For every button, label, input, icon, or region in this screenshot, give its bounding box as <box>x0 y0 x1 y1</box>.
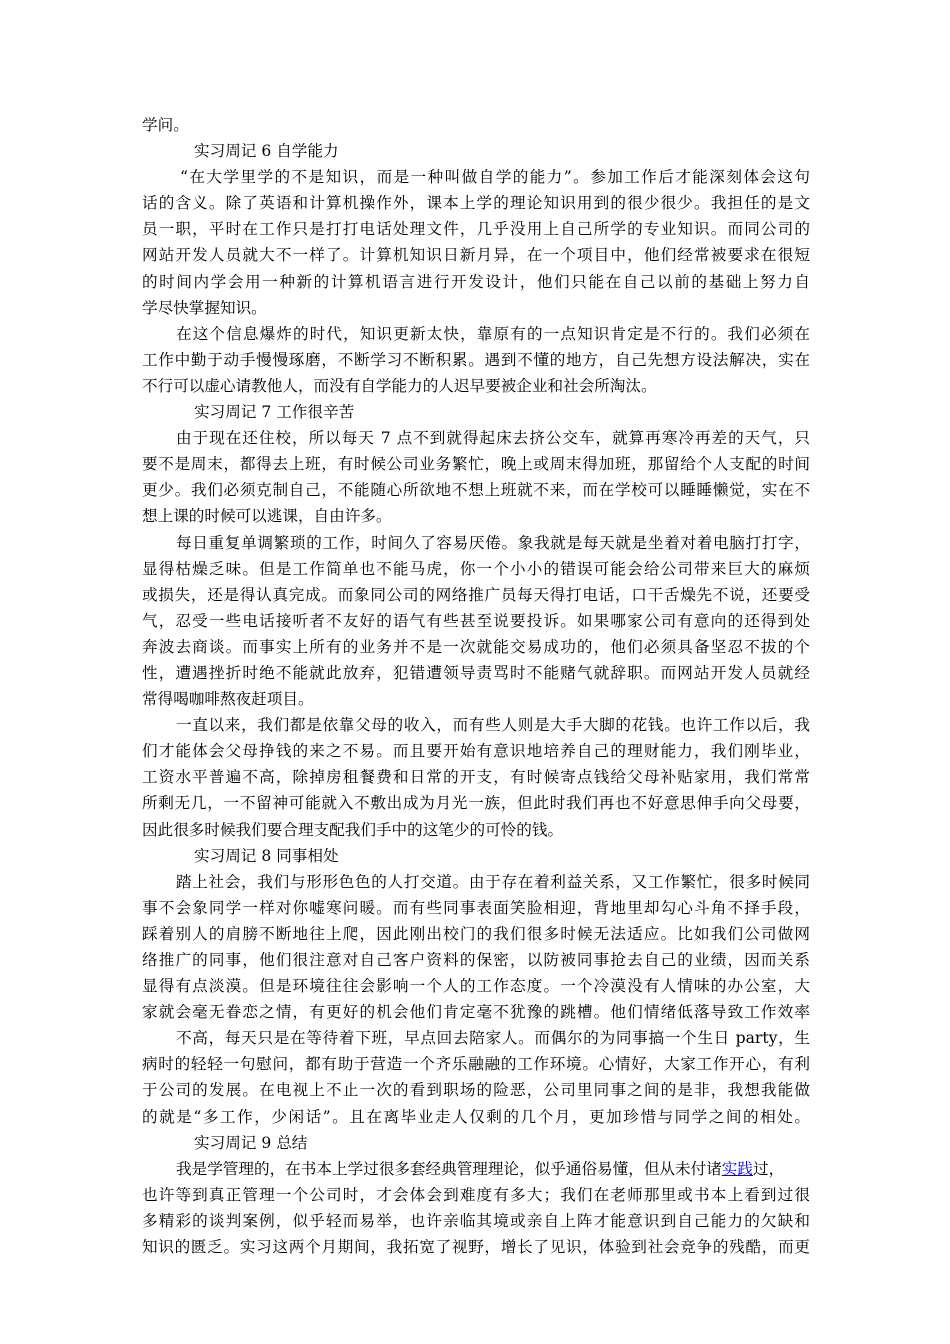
text-line: 所剩无几，一不留神可能就入不敷出成为月光一族，但此时我们再也不好意思伸手向父母要， <box>142 794 810 813</box>
text-line: 工资水平普遍不高，除掉房租餐费和日常的开支，有时候寄点钱给父母补贴家用，我们常常 <box>142 768 810 787</box>
text-line: 由于现在还住校，所以每天 7 点不到就得起床去挤公交车，就算再寒冷再差的天气，只 <box>176 429 810 448</box>
text-line: 学尽快掌握知识。 <box>142 298 267 317</box>
text-line: 不高，每天只是在等待着下班，早点回去陪家人。而偶尔的为同事搞一个生日 party，生 <box>176 1029 810 1048</box>
text-line: 要不是周末，都得去上班，有时候公司业务繁忙，晚上或周末得加班，那留给个人支配的时间 <box>142 455 810 474</box>
text-line <box>142 1156 810 1182</box>
text-line: 多精彩的谈判案例，似乎轻而易举，也许亲临其境或亲自上阵才能意识到自己能力的欠缺和 <box>142 1211 810 1230</box>
text-line: 们才能体会父母挣钱的来之不易。而且要开始有意识地培养自己的理财能力，我们刚毕业， <box>142 742 810 761</box>
section-heading: 实习周记 7 工作很辛苦 <box>194 403 355 422</box>
text-line: 常得喝咖啡熬夜赶项目。 <box>142 690 314 709</box>
text-line: 气，忍受一些电话接听者不友好的语气有些甚至说要投诉。如果哪家公司有意向的还得到处 <box>142 611 810 630</box>
text-line: 知识的匮乏。实习这两个月期间，我拓宽了视野，增长了见识，体验到社会竞争的残酷，而更 <box>142 1238 810 1257</box>
text-line: 家就会毫无眷恋之情，有更好的机会他们肯定毫不犹豫的跳槽。他们情绪低落导致工作效率 <box>142 1003 810 1022</box>
text-line: 在这个信息爆炸的时代，知识更新太快，靠原有的一点知识肯定是不行的。我们必须在 <box>176 324 810 343</box>
section-heading: 实习周记 8 同事相处 <box>194 846 339 865</box>
text-line: 一直以来，我们都是依靠父母的收入，而有些人则是大手大脚的花钱。也许工作以后，我 <box>176 716 810 735</box>
text-line: 踏上社会，我们与形形色色的人打交道。由于存在着利益关系，又工作繁忙，很多时候同 <box>176 872 810 891</box>
text-line: 性，遭遇挫折时绝不能就此放弃，犯错遭领导责骂时不能赌气就辞职。而网站开发人员就经 <box>142 663 810 682</box>
text-line: 学问。 <box>142 116 189 134</box>
practice-link[interactable]: 实践 <box>721 1159 753 1178</box>
text-line: 工作中勤于动手慢慢琢磨，不断学习不断积累。遇到不懂的地方，自己先想方设法解决，实在 <box>142 350 810 369</box>
text-line: 显得有点淡漠。但是环境往往会影响一个人的工作态度。一个冷漠没有人情味的办公室，大 <box>142 977 810 996</box>
text-line: 络推广的同事，他们很注意对自己客户资料的保密，以防被同事抢去自己的业绩，因而关系 <box>142 951 810 969</box>
text-line: 员一职，平时在工作只是打打电话处理文件，几乎没用上自己所学的专业知识。而同公司的 <box>142 220 810 239</box>
text-line: 事不会象同学一样对你嘘寒问暖。而有些同事表面笑脸相迎，背地里却勾心斗角不择手段， <box>142 898 810 917</box>
text-line: 踩着别人的肩膀不断地往上爬，因此刚出校门的我们很多时候无法适应。比如我们公司做网 <box>142 924 810 943</box>
text-line: “在大学里学的不是知识，而是一种叫做自学的能力”。参加工作后才能深刻体会这句 <box>180 168 810 187</box>
section-heading: 实习周记 6 自学能力 <box>194 142 339 161</box>
text-line: 病时的轻轻一句慰问，都有助于营造一个齐乐融融的工作环境。心情好，大家工作开心，有利 <box>142 1055 810 1074</box>
text-line: 显得枯燥乏味。但是工作简单也不能马虎，你一个小小的错误可能会给公司带来巨大的麻烦 <box>142 559 810 578</box>
text-segment: 过， <box>753 1159 785 1178</box>
text-line: 于公司的发展。在电视上不止一次的看到职场的险恶，公司里同事之间的是非，我想我能做 <box>142 1081 810 1100</box>
text-line: 网站开发人员就大不一样了。计算机知识日新月异，在一个项目中，他们经常被要求在很短 <box>142 246 810 265</box>
text-line: 每日重复单调繁琐的工作，时间久了容易厌倦。象我就是每天就是坐着对着电脑打打字， <box>176 533 810 552</box>
text-line: 或损失，还是得认真完成。而象同公司的网络推广员每天得打电话，口干舌燥先不说，还要受 <box>142 585 810 604</box>
text-line: 的时间内学会用一种新的计算机语言进行开发设计，他们只能在自己以前的基础上努力自 <box>142 272 810 291</box>
text-line: 奔波去商谈。而事实上所有的业务并不是一次就能交易成功的，他们必须具备坚忍不拔的个 <box>142 637 810 656</box>
document-page <box>142 112 810 1260</box>
text-segment: 我是学管理的，在书本上学过很多套经典管理理论，似乎通俗易懂，但从未付诸 <box>176 1159 722 1178</box>
text-line: 更少。我们必须克制自己，不能随心所欲地不想上班就不来，而在学校可以睡睡懒觉，实在不 <box>142 481 810 500</box>
text-line: 的就是“多工作，少闲话”。且在离毕业走人仅剩的几个月，更加珍惜与同学之间的相处。 <box>142 1107 810 1126</box>
text-line: 想上课的时候可以逃课，自由许多。 <box>142 507 392 526</box>
text-line: 因此很多时候我们要合理支配我们手中的这笔少的可怜的钱。 <box>142 820 564 839</box>
text-line: 话的含义。除了英语和计算机操作外，课本上学的理论知识用到的很少很少。我担任的是文 <box>142 194 810 213</box>
text-line: 不行可以虚心请教他人，而没有自学能力的人迟早要被企业和社会所淘汰。 <box>142 376 657 395</box>
text-line: 也许等到真正管理一个公司时，才会体会到难度有多大；我们在老师那里或书本上看到过很 <box>142 1185 810 1204</box>
section-heading: 实习周记 9 总结 <box>194 1133 308 1152</box>
